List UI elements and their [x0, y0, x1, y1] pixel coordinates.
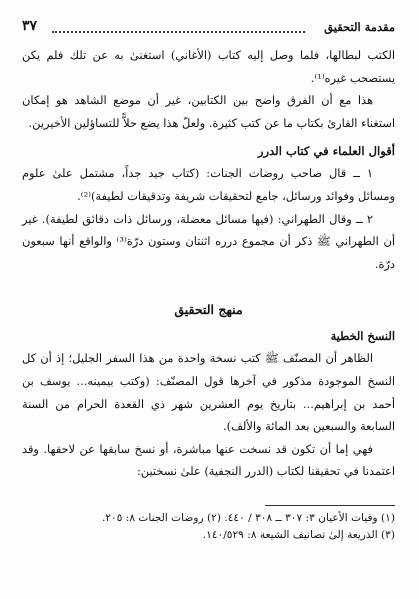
footnotes — [22, 510, 395, 544]
footnote: (١) وفيات الأعيان ٣: ٣٠٧ ــ ٣٠٨ / ٤٤٠. (٢) روضات الجنات ٨: ٢٠٥. — [101, 512, 395, 524]
paragraph: فهي إما أن تكون قد نسخت عنها مباشرة، أو نسخ سابقها عن لاحقها. وقد اعتمدنا في تحقيقنا لكتاب (الدرر النجفية) علىٰ نسختين: — [22, 441, 395, 479]
paragraph: هذا مع أن الفرق واضح بين الكتابين، غير أن موضع الشاهد هو إمكان استغناء القارئ بكتاب ما عن كتب كثيرة. ولعلّ هذا يضع حلاًّ للتساؤلين الأخيرين. — [22, 93, 395, 130]
page-header — [22, 18, 395, 40]
page-body — [22, 44, 395, 483]
list-item: ١ ــ قال صاحب روضات الجنات: (كتاب جيد جداً، مشتمل علىٰ علوم ومسائل وفوائد ورسائل، جامع لتحقيقات شريفة وتدقيقات لطيفة)⁽²⁾. — [22, 166, 395, 203]
paragraph: الظاهر أن المصنّف ﷺ كتب نسخة واحدة من هذا السفر الجليل؛ إذ أن كل النسخ الموجودة مذكور في آخرها قول المصنّف: (وكتب بيمينه... يوسف بن أحمد بن إبراهيم... بتاريخ يوم العشرين شهر ذي القعدة الحرام من السنة السابعة والسبعين بعد المائة والألف). — [22, 351, 395, 434]
page-number: ٣٧ — [22, 18, 38, 34]
header-dotted-leader — [52, 21, 305, 33]
section-heading: أقوال العلماء في كتاب الدرر — [257, 144, 395, 159]
chapter-heading: منهج التحقيق — [174, 302, 243, 318]
footnote: (٣) الذريعة إلىٰ تصانيف الشيعة ٨: ١٤٠/٥٢٩. — [202, 529, 395, 541]
footnote-divider — [265, 505, 395, 506]
subsection-heading: النسخ الخطية — [330, 329, 395, 344]
running-title: مقدمة التحقيق — [324, 20, 395, 34]
list-item: ٢ ــ وقال الطهراني: (فيها مسائل معضلة، ورسائل ذات دقائق لطيفة). غير أن الطهراني ﷺ ذكر أن مجموع درره اثنتان وستون درّة⁽³⁾ والواقع أنها سبعون درّة. — [22, 211, 395, 271]
paragraph: الكتب لبطالها، فلما وصل إليه كتاب (الأغاني) استغنىٰ به عن تلك فلم يكن يستصحب غيره⁽¹⁾. — [22, 48, 395, 85]
